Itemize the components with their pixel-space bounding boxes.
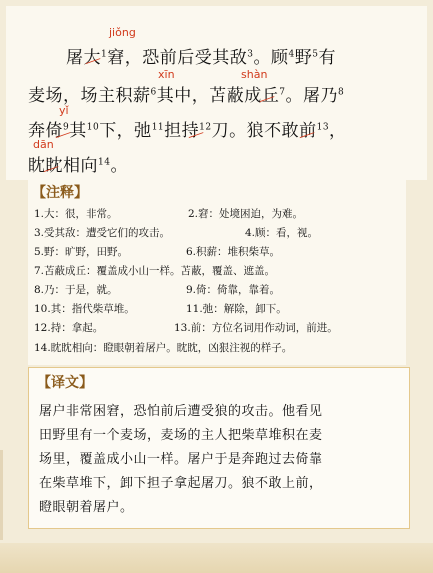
note-6: 6.积薪：堆积柴草。 <box>186 246 281 258</box>
note-13: 13.前：方位名词用作动词，前进。 <box>174 322 338 334</box>
translation-line-3: 场里，覆盖成小山一样。屠户于是奔跑过去倚靠 <box>39 452 323 467</box>
pinyin-dan: dān <box>33 138 54 151</box>
note-12: 12.持：拿起。 <box>34 322 104 334</box>
note-7: 7.苫蔽成丘：覆盖成小山一样。苫蔽，覆盖、遮盖。 <box>34 265 276 277</box>
pinyin-yi: yǐ <box>59 104 69 117</box>
passage-panel <box>6 6 427 180</box>
translation-line-5: 瞪眼朝着屠户。 <box>39 500 134 515</box>
note-10: 10.其：指代柴草堆。 <box>34 303 135 315</box>
note-8: 8.乃：于是，就。 <box>34 284 118 296</box>
note-14: 14.眈眈相向：瞪眼朝着屠户。眈眈，凶狠注视的样子。 <box>34 342 293 354</box>
note-11: 11.弛：解除，卸下。 <box>186 303 287 315</box>
pinyin-shan: shàn <box>241 68 268 81</box>
decorative-line <box>0 450 27 540</box>
translation-title: 【译文】 <box>37 375 93 391</box>
translation-line-2: 田野里有一个麦场，麦场的主人把柴草堆积在麦 <box>39 428 323 443</box>
classical-passage <box>6 6 427 180</box>
pinyin-xin: xīn <box>158 68 175 81</box>
notes-title: 【注释】 <box>32 185 88 201</box>
note-1: 1.大：很，非常。 <box>34 208 118 220</box>
pinyin-jiong: jiǒng <box>109 26 136 39</box>
note-9: 9.倚：倚靠，靠着。 <box>186 284 281 296</box>
note-3: 3.受其敌：遭受它们的攻击。 <box>34 227 171 239</box>
translation-line-4: 在柴草堆下，卸下担子拿起屠刀。狼不敢上前， <box>39 476 323 491</box>
bottom-decoration-strip <box>0 543 433 573</box>
note-2: 2.窘：处境困迫，为难。 <box>188 208 304 220</box>
passage-line-3: 奔倚$^9$其$^{10}$下，弛$^{11}$担持$^{12}$刀。狼不敢前$^{13}$， <box>28 121 347 141</box>
translation-line-1: 屠户非常困窘，恐怕前后遭受狼的攻击。他看见 <box>39 404 323 419</box>
note-4: 4.顾：看，视。 <box>245 227 319 239</box>
notes-section <box>28 180 406 365</box>
passage-line-1: 屠大$^1$窘，恐前后受其敌$^3$。顾$^4$野$^5$有 <box>66 48 336 68</box>
passage-line-4: 眈眈相向$^{14}$。 <box>28 156 128 176</box>
note-5: 5.野：旷野，田野。 <box>34 246 129 258</box>
passage-line-2: 麦场，场主积薪$^6$其中，苫蔽成丘$^7$。屠乃$^8$ <box>28 86 345 106</box>
translation-section <box>28 367 410 529</box>
